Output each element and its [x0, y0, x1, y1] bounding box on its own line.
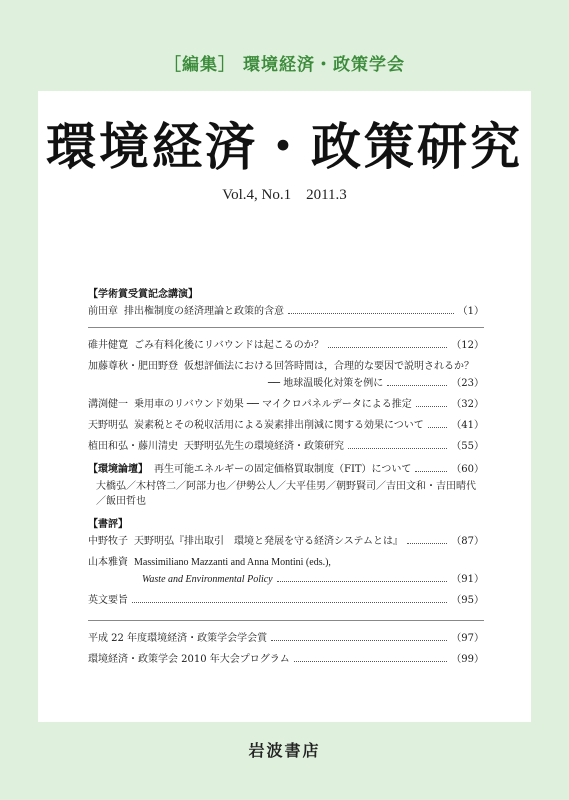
toc-page: （99）: [451, 654, 484, 665]
toc-author: 植田和弘・藤川清史: [88, 441, 178, 452]
divider: [88, 327, 484, 328]
toc-entry: [88, 304, 484, 319]
toc-entry: [88, 418, 484, 433]
toc-subtitle: ── 地球温暖化対策を例に: [268, 378, 384, 389]
toc-author: 山本雅資: [88, 557, 128, 568]
toc-page: （12）: [451, 340, 484, 351]
toc-entry: [88, 397, 484, 412]
toc-page: （1）: [457, 306, 484, 317]
toc-page: （87）: [451, 536, 484, 547]
dot-leader: [407, 536, 447, 544]
toc-entry: [88, 338, 484, 353]
toc-page: （41）: [451, 420, 484, 431]
toc-page: （97）: [451, 633, 484, 644]
toc-title: ごみ有料化後にリバウンドは起こるのか？: [134, 340, 324, 351]
toc-title: 炭素税とその税収活用による炭素排出削減に関する効果について: [134, 420, 424, 431]
toc-entry: [88, 439, 484, 454]
toc-entry-continued: [88, 376, 484, 391]
editor-line: ［編集］ 環境経済・政策学会: [164, 55, 405, 75]
toc-title: 仮想評価法における回答時間は，合理的な要因で説明されるか？: [184, 361, 474, 372]
toc-author: 天野明弘: [88, 420, 128, 431]
toc-author: 加藤尊秋・肥田野登: [88, 361, 178, 372]
toc-entry: [88, 593, 484, 608]
toc-author: 碓井健寛: [88, 340, 128, 351]
toc-author: 中野牧子: [88, 536, 128, 547]
volume-info: Vol.4, No.1 2011.3: [222, 187, 347, 203]
publisher-name: 岩波書店: [248, 741, 321, 760]
toc-page: （23）: [451, 378, 484, 389]
dot-leader: [416, 399, 448, 407]
table-of-contents: [88, 287, 484, 669]
toc-title: 排出権制度の経済理論と政策的含意: [124, 306, 284, 317]
toc-entry: [88, 359, 484, 374]
dot-leader: [428, 420, 447, 428]
journal-title: 環境経済・政策研究: [46, 117, 523, 176]
cover-panel: [38, 91, 531, 722]
toc-title: 天野明弘『排出取引 環境と発展を守る経済システムとは』: [134, 536, 403, 547]
toc-entry: [88, 631, 484, 646]
dot-leader: [288, 306, 454, 314]
divider: [88, 620, 484, 621]
toc-entry: [88, 534, 484, 549]
toc-page: （60）: [451, 464, 484, 475]
dot-leader: [415, 464, 447, 472]
toc-title: 再生可能エネルギーの固定価格買取制度（FIT）について: [154, 464, 412, 475]
toc-entry: [88, 462, 484, 477]
toc-author: 溝渕健一: [88, 399, 128, 410]
review-section-header: 【書評】: [88, 519, 128, 530]
toc-title: 英文要旨: [88, 595, 128, 606]
toc-title: 乗用車のリバウンド効果 ── マイクロパネルデータによる推定: [134, 399, 412, 410]
toc-page: （95）: [451, 595, 484, 606]
toc-entry: [88, 652, 484, 667]
dot-leader: [271, 633, 447, 641]
dot-leader: [387, 378, 447, 386]
dot-leader: [132, 595, 447, 603]
toc-entry-continued: [88, 572, 484, 587]
toc-title: Massimiliano Mazzanti and Anna Montini (eds.),: [134, 557, 331, 568]
dot-leader: [328, 340, 448, 348]
forum-section-header: 【環境論壇】: [88, 464, 148, 475]
dot-leader: [348, 441, 447, 449]
toc-title: 平成 22 年度環境経済・政策学会学会賞: [88, 633, 268, 644]
toc-author: 前田章: [88, 306, 118, 317]
award-section-header: 【学術賞受賞記念講演】: [88, 289, 198, 300]
toc-title: 天野明弘先生の環境経済・政策研究: [184, 441, 344, 452]
toc-page: （32）: [451, 399, 484, 410]
dot-leader: [277, 574, 448, 582]
toc-entry: [88, 555, 484, 570]
toc-page: （91）: [451, 574, 484, 585]
forum-authors: 大橋弘／木村啓二／阿部力也／伊勢公人／大平佳男／朝野賢司／吉田文和・吉田晴代／飯田哲也: [96, 481, 476, 507]
toc-title: 環境経済・政策学会 2010 年大会プログラム: [88, 654, 290, 665]
toc-page: （55）: [451, 441, 484, 452]
toc-subtitle: Waste and Environmental Policy: [142, 574, 273, 585]
dot-leader: [294, 654, 448, 662]
